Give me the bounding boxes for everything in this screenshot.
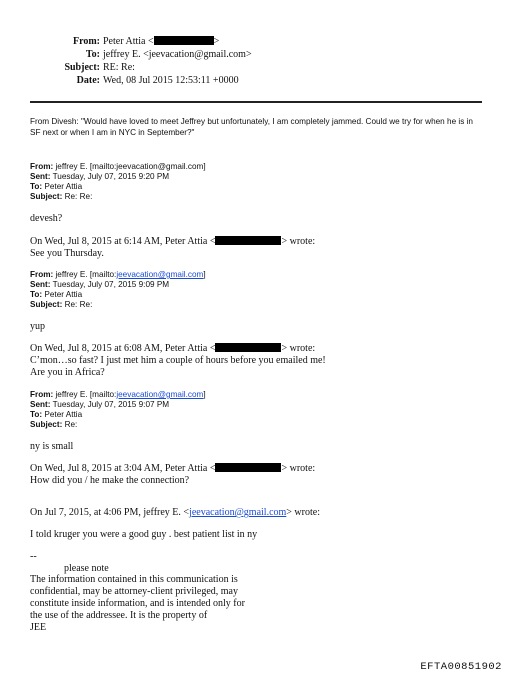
msg2-body: yup [30,321,45,332]
email-header-to [0,48,252,61]
msg3-quote-line: On Wed, Jul 8, 2015 at 3:04 AM, Peter Attia < > wrote: [30,463,316,474]
msg3-sent: Sent: Tuesday, July 07, 2015 9:07 PM [30,400,170,409]
header-from-label: From: [72,36,100,47]
email-header-from [0,35,219,48]
msg2-sent: Sent: Tuesday, July 07, 2015 9:09 PM [30,280,170,289]
msg1-from: From: jeffrey E. [mailto:jeevacation@gmail.com] [30,162,206,171]
header-to-value: jeffrey E. <jeevacation@gmail.com> [103,49,252,60]
header-subject-label: Subject: [64,62,100,73]
msg1-quote-line: On Wed, Jul 8, 2015 at 6:14 AM, Peter Attia < > wrote: [30,236,316,247]
header-to-label: To: [85,49,100,60]
disclaimer-line: the use of the addressee. It is the property of [30,610,208,621]
msg3-subject: Subject: Re: [30,420,78,429]
signature-note: please note [64,563,109,574]
msg1-body: devesh? [30,213,63,224]
bates-number: EFTA00851902 [420,661,502,673]
msg4-email-link[interactable]: jeevacation@gmail.com [189,507,287,518]
header-divider [30,101,482,103]
msg3-email-link[interactable]: jeevacation@gmail.com [116,390,204,399]
msg1-quote-body: See you Thursday. [30,248,104,259]
msg3-to: To: Peter Attia [30,410,83,419]
redaction-box [215,343,281,352]
msg1-to: To: Peter Attia [30,182,83,191]
redaction-box [215,463,281,472]
msg2-subject: Subject: Re: Re: [30,300,93,309]
redaction-box [154,36,214,45]
divesh-line-2: SF next or when I am in NYC in September?" [30,128,195,137]
msg2-quote-line-1: C’mon…so fast? I just met him a couple of hours before you emailed me! [30,355,326,366]
msg1-sent: Sent: Tuesday, July 07, 2015 9:20 PM [30,172,170,181]
msg3-body: ny is small [30,441,74,452]
header-from-value: Peter Attia < [103,36,154,47]
divesh-line-1: From Divesh: "Would have loved to meet Jeffrey but unfortunately, I am completely jammed. Could we try for when he is in [30,117,473,126]
msg2-quote-line-2: Are you in Africa? [30,367,105,378]
msg2-to: To: Peter Attia [30,290,83,299]
msg2-email-link[interactable]: jeevacation@gmail.com [116,270,204,279]
msg4-quote-line: On Jul 7, 2015, at 4:06 PM, jeffrey E. <jeevacation@gmail.com> wrote: [30,507,320,518]
header-date-value: Wed, 08 Jul 2015 12:53:11 +0000 [103,75,239,86]
disclaimer-line: constitute inside information, and is intended only for [30,598,245,609]
header-from-close: > [213,36,220,47]
msg4-body: I told kruger you were a good guy . best patient list in ny [30,529,258,540]
disclaimer-line: JEE [30,622,47,633]
msg3-quote-body: How did you / he make the connection? [30,475,190,486]
disclaimer-line: confidential, may be attorney-client privileged, may [30,586,238,597]
msg3-from: From: jeffrey E. [mailto:jeevacation@gmail.com] [30,390,206,399]
email-header-subject [0,61,135,74]
disclaimer-line: The information contained in this communication is [30,574,238,585]
redaction-box [215,236,281,245]
msg2-from: From: jeffrey E. [mailto:jeevacation@gmail.com] [30,270,206,279]
email-header-date [0,74,239,87]
header-date-label: Date: [76,75,100,86]
msg2-quote-line: On Wed, Jul 8, 2015 at 6:08 AM, Peter Attia < > wrote: [30,343,316,354]
msg1-subject: Subject: Re: Re: [30,192,93,201]
signature-dash: -- [30,551,37,562]
header-subject-value: RE: Re: [103,62,135,73]
